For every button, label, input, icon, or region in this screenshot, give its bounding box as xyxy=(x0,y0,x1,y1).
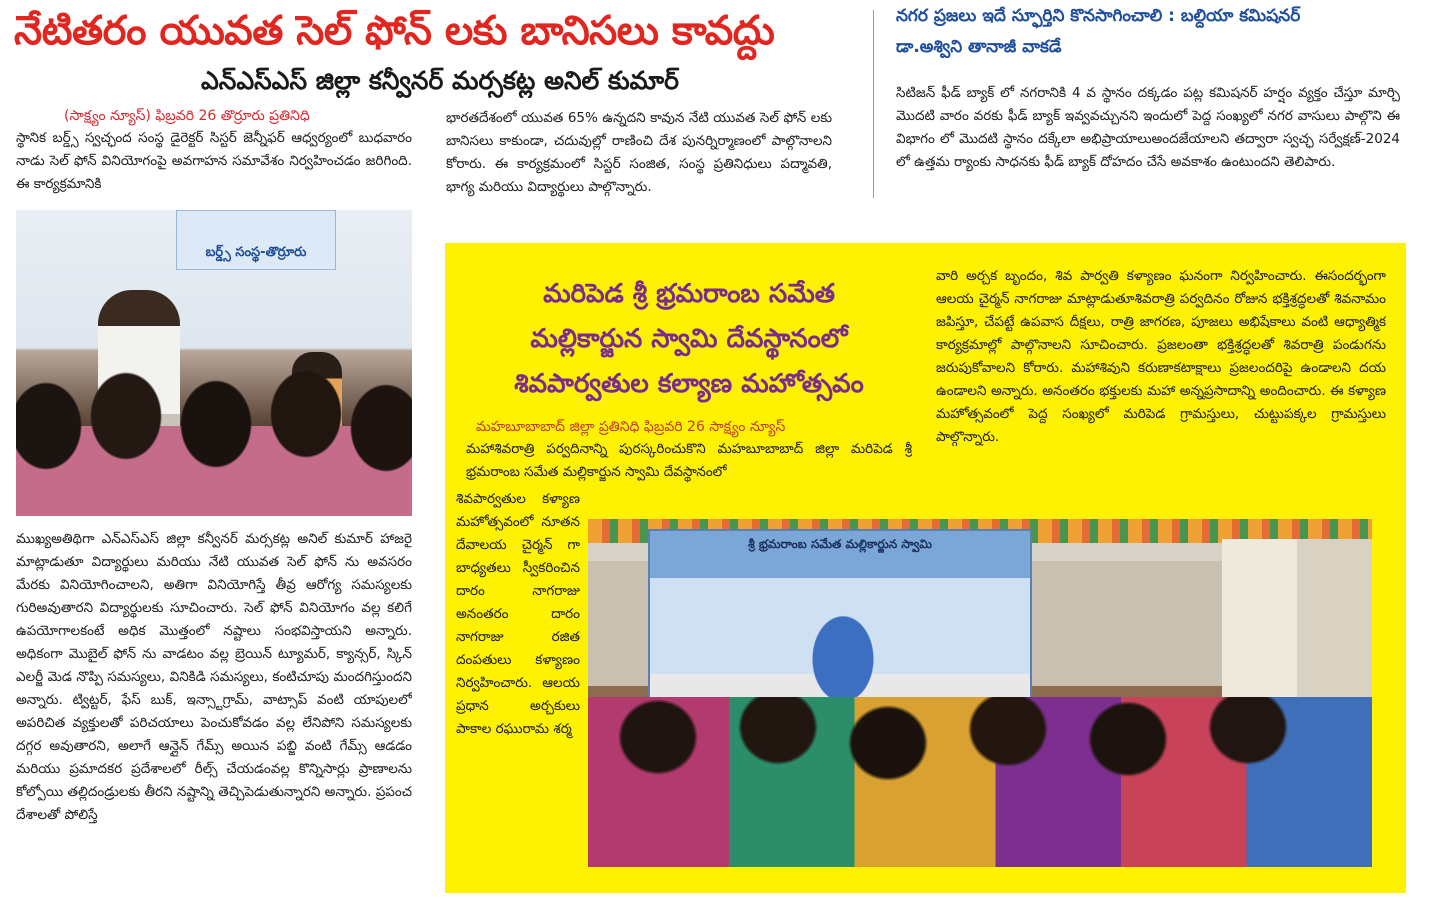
dateline-mahabubabad: మహబూబాబాద్ జిల్లా ప్రతినిధి ఫిబ్రవరి 26 సాక్ష్యం న్యూస్ xyxy=(476,419,786,435)
temple-paragraph-2: వారి అర్చక బృందం, శివ పార్వతి కళ్యాణం ఘనంగా నిర్వహించారు. ఈసందర్భంగా ఆలయ చైర్మన్ నాగరాజు మాట్లాడుతూశివరాత్రి పర్వదినం రోజున భక్తిశ్రద్ధలతో శివనామం జపిస్తూ, చేపట్టే ఉపవాస దీక్షలు, రాత్రి జాగరణ, పూజలు అభిషేకాలు వంటి ఆధ్యాత్మిక కార్యక్రమాల్లో పాల్గొనాలని సూచించారు. ప్రజలంతా భక్తిశ్రద్ధలతో శివరాత్రి పండుగను జరుపుకోవాలని కోరారు. మహాశివుని కరుణాకటాక్షాలు ప్రజలందరిపై ఉండాలని దయ ఉండాలని అన్నారు. అనంతరం భక్తులకు మహా అన్నప్రసాదాన్ని అందించారు. ఈ కళ్యాణ మహోత్సవంలో పెద్ద సంఖ్యలో మరిపెడ గ్రామస్తులు, చుట్టుపక్కల గ్రామస్తులు పాల్గొన్నారు. xyxy=(936,268,1386,445)
devotees-crowd xyxy=(588,697,1372,867)
temple-paragraph-1: మహాశివరాత్రి పర్వదినాన్ని పురస్కరించుకొని మహబూబాబాద్ జిల్లా మరిపెడ శ్రీ భ్రమరాంబ సమేత మల్లికార్జున స్వామి దేవస్థానంలో xyxy=(466,441,912,480)
headline-commissioner: నగర ప్రజలు ఇదే స్ఫూర్తిని కొనసాగించాలి : బల్దియా కమిషనర్ xyxy=(896,6,1301,26)
article-paragraph-1: స్థానిక బర్డ్స్ స్వచ్ఛంద సంస్థ డైరెక్టర్ సిస్టర్ జెన్నీఫర్ ఆధ్వర్యంలో బుధవారం నాడు సెల్ ఫోన్ వినియోగంపై అవగాహన సమావేశం నిర్వహించడం జరిగింది. ఈ కార్యక్రమానికి xyxy=(16,130,412,192)
article-paragraph-2: భారతదేశంలో యువత 65% ఉన్నదని కావున నేటి యువత సెల్ ఫోన్ లకు బానిసలు కాకుండా, చదువుల్లో రాణించి దేశ పునర్నిర్మాణంలో పాల్గొనాలని కోరారు. ఈ కార్యక్రమంలో సిస్టర్ సంజిత, సంస్థ ప్రతినిధులు పద్మావతి, భాగ్య మరియు విద్యార్థులు పాల్గొన్నారు. xyxy=(446,110,832,195)
temple-headline-line-2: మల్లికార్జున స్వామి దేవస్థానంలో xyxy=(530,324,848,354)
commissioner-paragraph: సిటిజన్ ఫీడ్ బ్యాక్ లో నగరానికి 4 వ స్థానం దక్కడం పట్ల కమిషనర్ హర్షం వ్యక్తం చేస్తూ మార్చి మొదటి వారం వరకు ఫీడ్ బ్యాక్ ఇవ్వవచ్చునని ఇందులో పెద్ద సంఖ్యలో నగర వాసులు పాల్గొని ఈ విభాగం లో మొదటి స్థానం దక్కేలా అభిప్రాయాలుఅందజేయాలని తద్వారా స్వచ్ఛ సర్వేక్షణ్-2024 లో ఉత్తమ ర్యాంకు సాధనకు ఫీడ్ బ్యాక్ దోహదం చేసే అవకాశం ఉంటుందని తెలిపారు. xyxy=(896,85,1400,170)
photo-kalyanam-ceremony xyxy=(588,519,1372,867)
column-divider xyxy=(873,10,874,198)
temple-headline xyxy=(466,272,912,408)
temple-pillar xyxy=(1222,539,1372,709)
headline-commissioner-name: డా.అశ్విని తానాజీ వాకడే xyxy=(896,37,1062,57)
headline-cellphone: నేటితరం యువత సెల్ ఫోన్ లకు బానిసలు కావద్దు xyxy=(14,8,775,54)
subheadline-nss-convener: ఎన్ఎస్ఎస్ జిల్లా కన్వీనర్ మర్సకట్ల అనిల్ కుమార్ xyxy=(201,66,679,95)
audience-crowd xyxy=(16,366,412,516)
article-paragraph-3: ముఖ్యఅతిథిగా ఎన్ఎస్ఎస్ జిల్లా కన్వీనర్ మర్సకట్ల అనిల్ కుమార్ హాజరై మాట్లాడుతూ విద్యార్థులు మరియు నేటి యువత సెల్ ఫోన్ ను అవసరం మేరకు వినియోగించాలని, అతిగా వినియోగిస్తే తీవ్ర ఆరోగ్య సమస్యలకు గురిఅవుతారని విద్యార్థులకు సూచించారు. సెల్ ఫోన్ వినియోగం వల్ల కలిగే ఉపయోగాలకంటే అధిక మొత్తంలో నష్టాలు సంభవిస్తాయని అన్నారు. అధికంగా మొబైల్ ఫోన్ ను వాడటం వల్ల బ్రెయిన్ ట్యూమర్, క్యాన్సర్, స్కిన్ ఎలర్జీ మెడ నొప్పి సమస్యలు, వినికిడి సమస్యలు, కంటిచూపు మందగిస్తుందని అన్నారు. ట్విట్టర్, ఫేస్ బుక్, ఇన్స్టాగ్రామ్, వాట్సాప్ వంటి యాపులలో అపరిచిత వ్యక్తులతో పరిచయాలు పెంచుకోవడం వల్ల లేనిపోని సమస్యలకు దగ్గర అవుతారని, అలాగే ఆన్లైన్ గేమ్స్ అయిన పబ్జి వంటి గేమ్స్ ఆడడం మరియు ప్రమాదకర ప్రదేశాలలో రీల్స్ చేయడంవల్ల కొన్నిసార్లు ప్రాణాలను కోల్పోయి తల్లిదండ్రులకు తీరని నష్టాన్ని తెచ్చిపెడుతున్నారని అన్నారు. ప్రపంచ దేశాలతో పోలిస్తే xyxy=(16,531,412,823)
photo-awareness-meeting xyxy=(16,210,412,516)
temple-headline-line-1: మరిపెడ శ్రీ భ్రమరాంబ సమేత xyxy=(543,279,835,309)
dateline-torrur: (సాక్ష్యం న్యూస్) ఫిబ్రవరి 26 తొర్రూరు ప్రతినిధి xyxy=(64,108,310,124)
temple-banner-text: శ్రీ భ్రమరాంబ సమేత మల్లికార్జున స్వామి xyxy=(748,537,932,551)
photo-banner: బర్డ్స్ సంస్థ-తొర్రూరు xyxy=(176,210,336,270)
temple-paragraph-narrow: శివపార్వతుల కళ్యాణ మహోత్సవంలో నూతన దేవాలయ చైర్మన్ గా బాధ్యతలు స్వీకరించిన దారం నాగరాజు అనంతరం దారం నాగరాజు రజిత దంపతులు కళ్యాణం నిర్వహించారు. ఆలయ ప్రధాన అర్చకులు పాకాల రఘురామ శర్మ xyxy=(456,491,580,737)
temple-headline-line-3: శివపార్వతుల కల్యాణ మహోత్సవం xyxy=(514,369,864,399)
